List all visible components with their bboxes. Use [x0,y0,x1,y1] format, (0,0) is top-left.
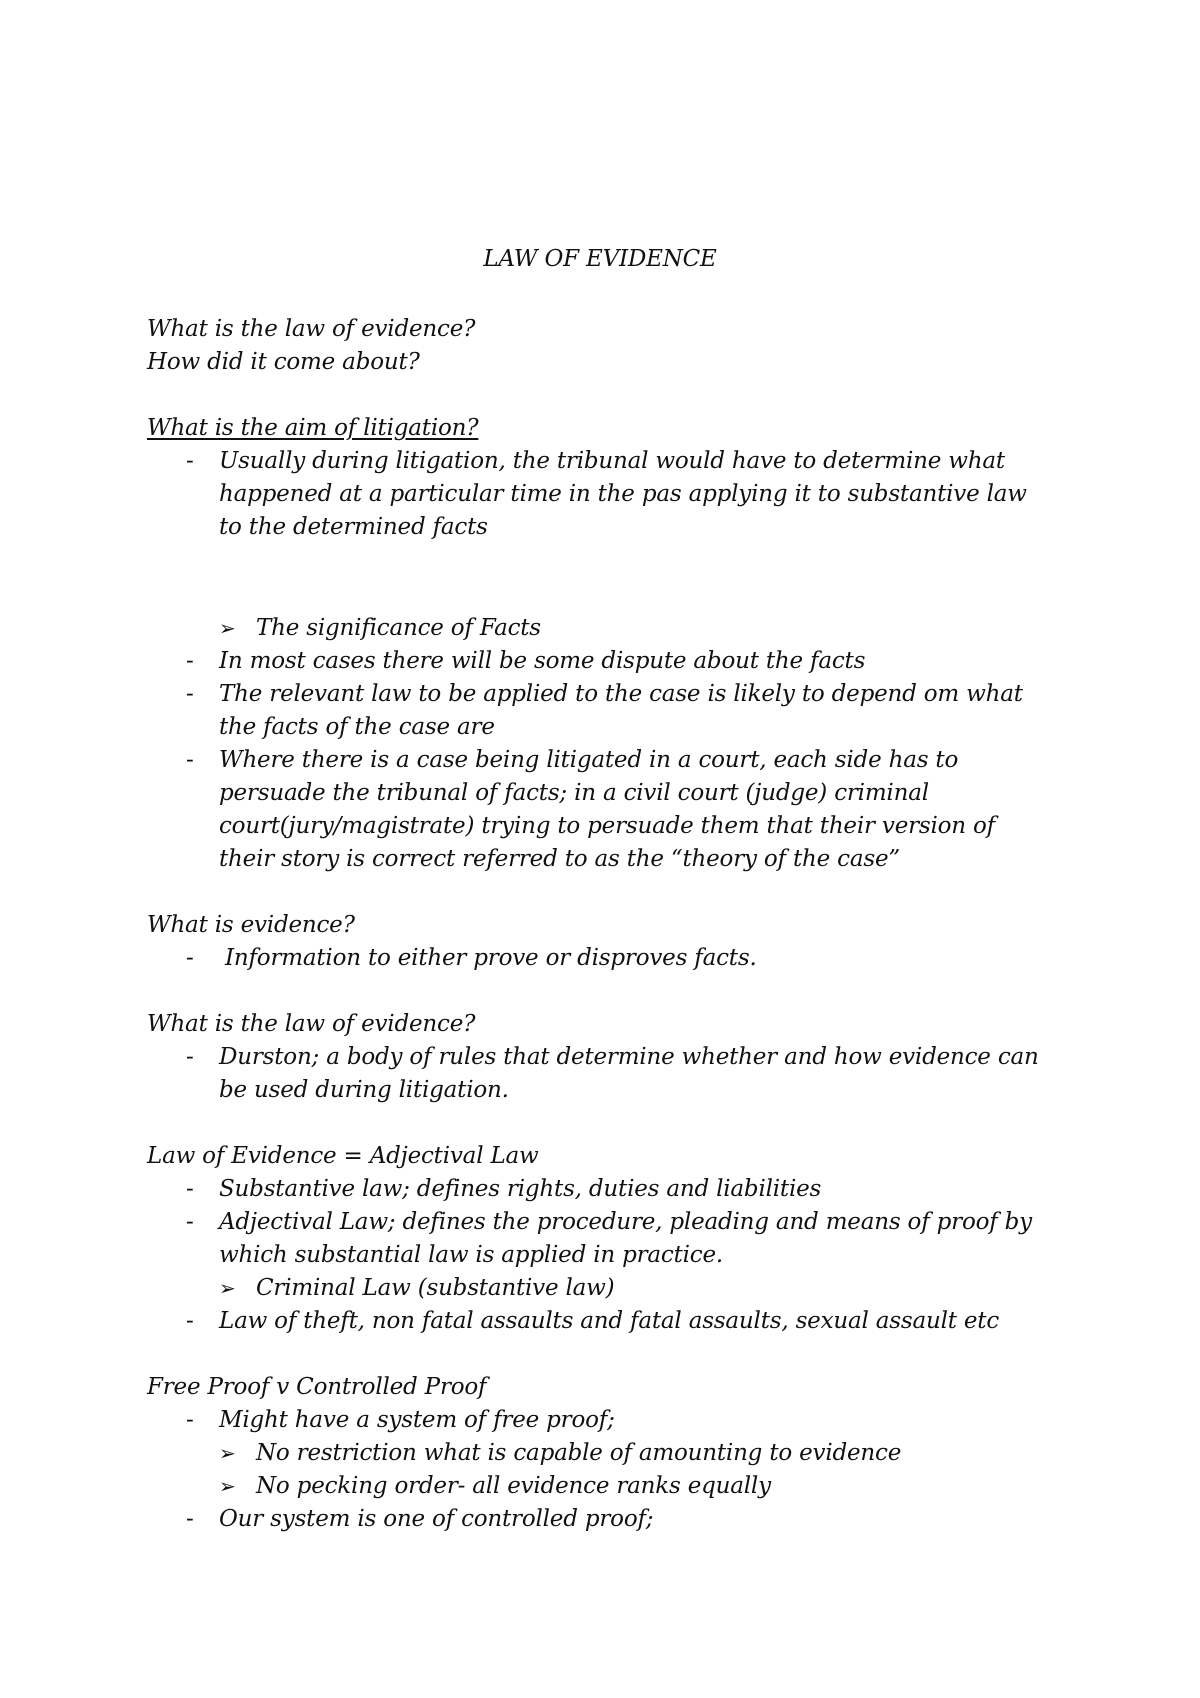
page-title: LAW OF EVIDENCE [483,246,717,272]
aim-item-1-line-1: Usually during litigation, the tribunal would have to determine what [219,448,1005,474]
dash-bullet: - [186,1209,194,1235]
dash-bullet: - [186,681,194,707]
aim-item-1-line-3: to the determined facts [219,514,488,540]
intro-question-1: What is the law of evidence? [147,316,476,342]
aim-heading: What is the aim of litigation? [147,415,479,441]
proof-heading: Free Proof v Controlled Proof [147,1374,487,1400]
dash-bullet: - [186,1506,194,1532]
aim-item-1-line-2: happened at a particular time in the pas applying it to substantive law [219,481,1027,507]
intro-question-2: How did it come about? [147,349,420,375]
adjectival-item-2-line-2: which substantial law is applied in practice. [219,1242,723,1268]
proof-item-2: Our system is one of controlled proof; [219,1506,654,1532]
evidence-item-1: Information to either prove or disproves facts. [225,945,757,971]
dash-bullet: - [186,1308,194,1334]
facts-item-3-line-4: their story is correct referred to as the “theory of the case” [219,846,900,872]
facts-item-3-line-1: Where there is a case being litigated in a court, each side has to [219,747,959,773]
dash-bullet: - [186,747,194,773]
law-of-evidence-item-1-line-2: be used during litigation. [219,1077,509,1103]
facts-item-1: In most cases there will be some dispute about the facts [219,648,866,674]
dash-bullet: - [186,1407,194,1433]
adjectival-arrow-1: Criminal Law (substantive law) [256,1275,615,1301]
dash-bullet: - [186,1044,194,1070]
dash-bullet: - [186,1176,194,1202]
evidence-heading: What is evidence? [147,912,355,938]
proof-arrow-1: No restriction what is capable of amounting to evidence [256,1440,902,1466]
dash-bullet: - [186,648,194,674]
adjectival-item-1: Substantive law; defines rights, duties and liabilities [219,1176,822,1202]
arrow-bullet-icon: ➢ [219,616,236,640]
facts-item-3-line-2: persuade the tribunal of facts; in a civil court (judge) criminal [219,780,929,806]
facts-arrow-heading: The significance of Facts [256,615,541,641]
arrow-bullet-icon: ➢ [219,1441,236,1465]
facts-item-2-line-2: the facts of the case are [219,714,495,740]
proof-arrow-2: No pecking order- all evidence ranks equally [256,1473,771,1499]
arrow-bullet-icon: ➢ [219,1474,236,1498]
adjectival-item-3: Law of theft, non fatal assaults and fatal assaults, sexual assault etc [219,1308,1000,1334]
adjectival-item-2-line-1: Adjectival Law; defines the procedure, pleading and means of proof by [219,1209,1032,1235]
law-of-evidence-heading: What is the law of evidence? [147,1011,476,1037]
facts-item-2-line-1: The relevant law to be applied to the case is likely to depend om what [219,681,1023,707]
proof-item-1: Might have a system of free proof; [219,1407,615,1433]
facts-item-3-line-3: court(jury/magistrate) trying to persuade them that their version of [219,813,995,839]
adjectival-heading: Law of Evidence = Adjectival Law [147,1143,539,1169]
law-of-evidence-item-1-line-1: Durston; a body of rules that determine whether and how evidence can [219,1044,1039,1070]
arrow-bullet-icon: ➢ [219,1276,236,1300]
dash-bullet: - [186,448,194,474]
dash-bullet: - [186,945,194,971]
